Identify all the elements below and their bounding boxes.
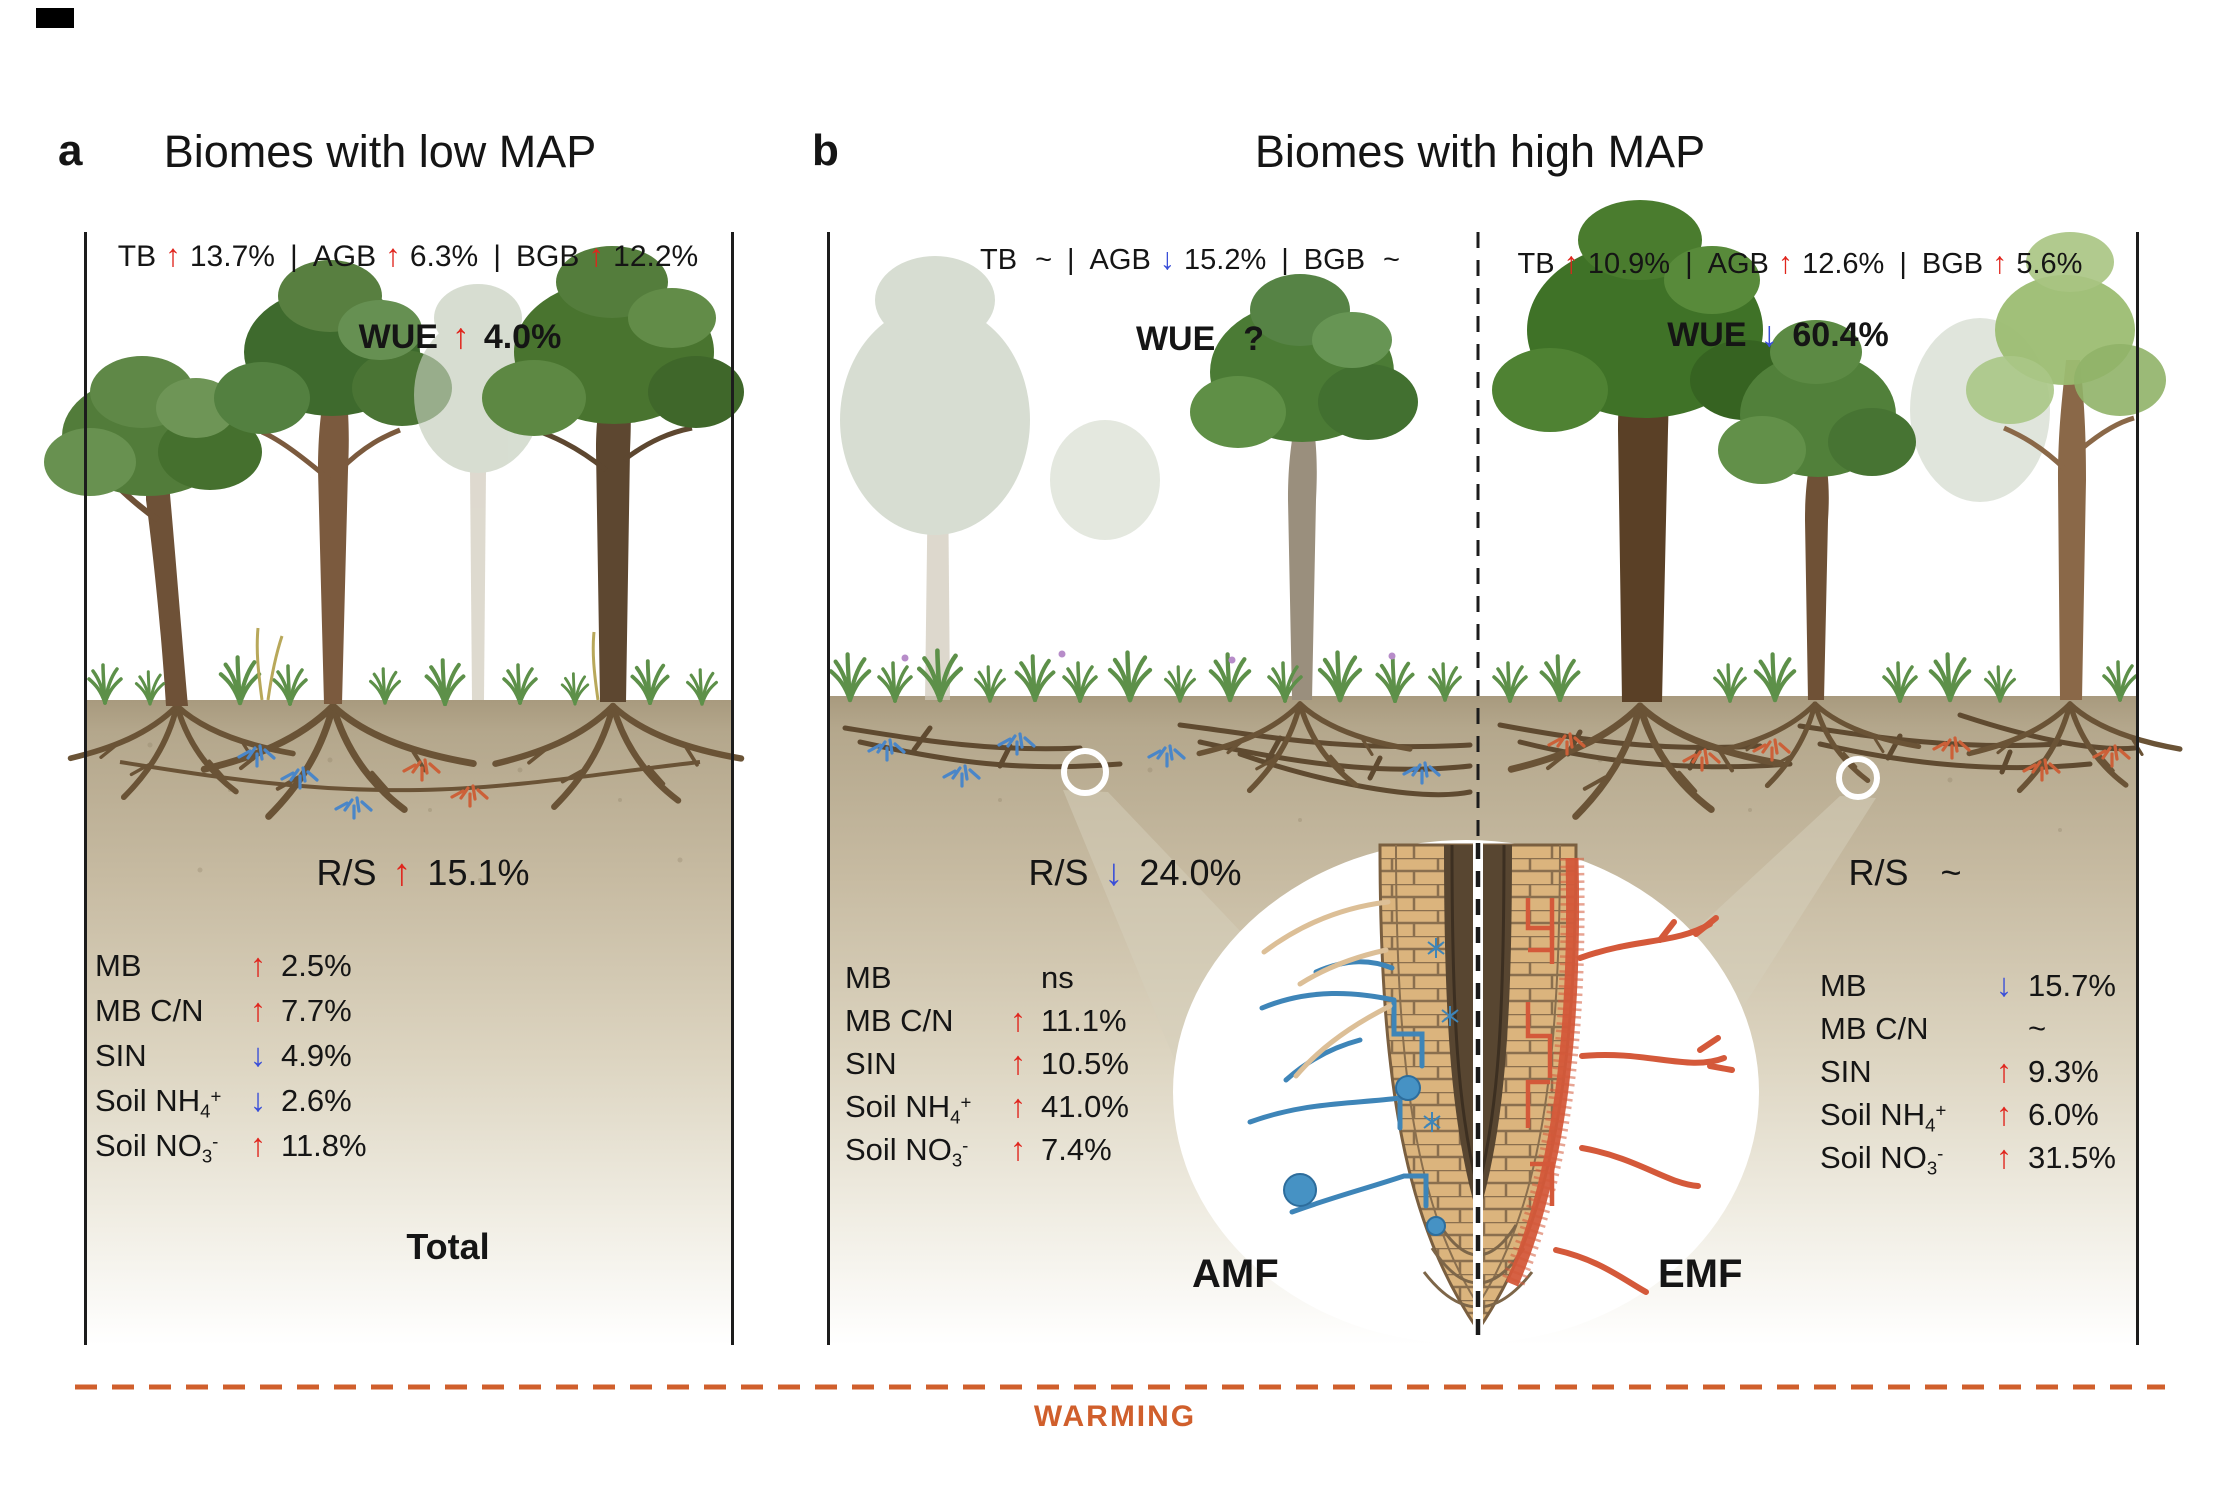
- trend-arrow-icon: [1980, 969, 2028, 1002]
- panel-b-amf-rs: R/S ↓ 24.0%: [975, 852, 1295, 894]
- panel-a-metrics: [95, 948, 367, 1173]
- trend-arrow-icon: [165, 240, 181, 272]
- trend-arrow-icon: [1160, 244, 1175, 274]
- panel-b-amf-metrics: [845, 960, 1129, 1175]
- stat-agb: AGB ↑ 6.3%: [313, 240, 479, 274]
- trend-arrow-icon: [235, 1129, 281, 1162]
- panel-a-scene: [44, 246, 744, 1345]
- stat-bgb: BGB ↑ 12.2%: [516, 240, 698, 274]
- trend-arrow-icon: [1564, 248, 1579, 278]
- trend-arrow-icon: [1980, 1098, 2028, 1131]
- trend-arrow-icon: [235, 949, 281, 982]
- trend-arrow-icon: [452, 319, 470, 355]
- trend-arrow-icon: [1980, 1055, 2028, 1088]
- amf-label: AMF: [1192, 1252, 1279, 1296]
- metric-row: Soil $NO_3^-$ ↑ 31.5%: [1820, 1140, 2116, 1183]
- stat-separator: |: [1281, 244, 1289, 276]
- panel-b-emf-rs: R/S ~: [1848, 852, 1962, 893]
- stat-agb: AGB ↓ 15.2%: [1090, 244, 1267, 277]
- trend-arrow-icon: [995, 1090, 1041, 1123]
- metric-row: MB C/N ↑ 11.1%: [845, 1003, 1129, 1046]
- warming-label: WARMING: [1033, 1400, 1197, 1433]
- stat-tb: TB ↑ 10.9%: [1518, 248, 1671, 281]
- stat-tb: TB ~: [980, 244, 1052, 276]
- panel-b-emf-metrics: [1820, 968, 2116, 1183]
- trend-arrow-icon: [1778, 248, 1793, 278]
- trend-arrow-icon: [1992, 248, 2007, 278]
- panel-b-amf-wue: WUE ?: [1135, 320, 1265, 358]
- panel-a-wue: WUE ↑ 4.0%: [300, 318, 620, 357]
- trend-arrow-icon: [1980, 1141, 2028, 1174]
- panel-a-top-stats: [90, 240, 726, 274]
- metric-row: SIN ↑ 9.3%: [1820, 1054, 2116, 1097]
- metric-row: Soil $NO_3^-$ ↑ 7.4%: [845, 1132, 1129, 1175]
- trend-arrow-icon: [235, 1084, 281, 1117]
- stat-separator: |: [1067, 244, 1075, 276]
- stat-separator: |: [1685, 248, 1693, 280]
- panel-b-emf-wue: WUE ↓ 60.4%: [1628, 316, 1928, 355]
- stat-separator: |: [289, 240, 298, 273]
- trend-arrow-icon: [393, 855, 412, 893]
- metric-row: MB C/N ↑ 7.7%: [95, 993, 367, 1038]
- trend-arrow-icon: [385, 240, 401, 272]
- stat-bgb: BGB ~: [1303, 244, 1400, 276]
- trend-arrow-icon: [995, 1133, 1041, 1166]
- panel-a-trees: [44, 246, 744, 706]
- trend-arrow-icon: [235, 1039, 281, 1072]
- panel-b-title: Biomes with high MAP: [1254, 126, 1706, 177]
- stat-separator: |: [493, 240, 502, 273]
- metric-row: MB C/N ~: [1820, 1011, 2047, 1046]
- panel-a-left-border: [84, 232, 87, 1345]
- panel-a-letter: a: [58, 126, 83, 175]
- panel-b-left-border: [827, 232, 830, 1345]
- panel-b-right-border: [2136, 232, 2139, 1345]
- metric-row: Soil $NH_4^+$ ↓ 2.6%: [95, 1083, 367, 1128]
- metric-row: SIN ↑ 10.5%: [845, 1046, 1129, 1089]
- trend-arrow-icon: [995, 1004, 1041, 1037]
- emf-label: EMF: [1658, 1252, 1743, 1296]
- trend-arrow-icon: [995, 1047, 1041, 1080]
- trend-arrow-icon: [588, 240, 604, 272]
- stat-agb: AGB ↑ 12.6%: [1708, 248, 1885, 281]
- trend-arrow-icon: [1105, 855, 1124, 893]
- metric-row: MB ↓ 15.7%: [1820, 968, 2116, 1011]
- panel-a-footer: Total: [406, 1226, 490, 1267]
- metric-row: MB ns: [845, 960, 1074, 995]
- stat-separator: |: [1899, 248, 1907, 280]
- panel-a-title: Biomes with low MAP: [163, 126, 597, 177]
- metric-row: MB ↑ 2.5%: [95, 948, 367, 993]
- stat-tb: TB ↑ 13.7%: [118, 240, 275, 274]
- panel-b-letter: b: [812, 126, 839, 175]
- trend-arrow-icon: [1761, 317, 1779, 353]
- metric-row: Soil $NH_4^+$ ↑ 6.0%: [1820, 1097, 2116, 1140]
- panel-a-rs: R/S ↑ 15.1%: [263, 852, 583, 894]
- amf-vesicle: [1427, 1217, 1445, 1235]
- panel-b-emf-top-stats: [1500, 248, 2100, 281]
- metric-row: Soil $NO_3^-$ ↑ 11.8%: [95, 1128, 367, 1173]
- metric-row: Soil $NH_4^+$ ↑ 41.0%: [845, 1089, 1129, 1132]
- panel-a-right-border: [731, 232, 734, 1345]
- stat-bgb: BGB ↑ 5.6%: [1922, 248, 2083, 281]
- trend-arrow-icon: [235, 994, 281, 1027]
- metric-row: SIN ↓ 4.9%: [95, 1038, 367, 1083]
- panel-b-amf-top-stats: [960, 244, 1420, 277]
- amf-vesicle: [1396, 1076, 1420, 1100]
- amf-vesicle: [1284, 1174, 1316, 1206]
